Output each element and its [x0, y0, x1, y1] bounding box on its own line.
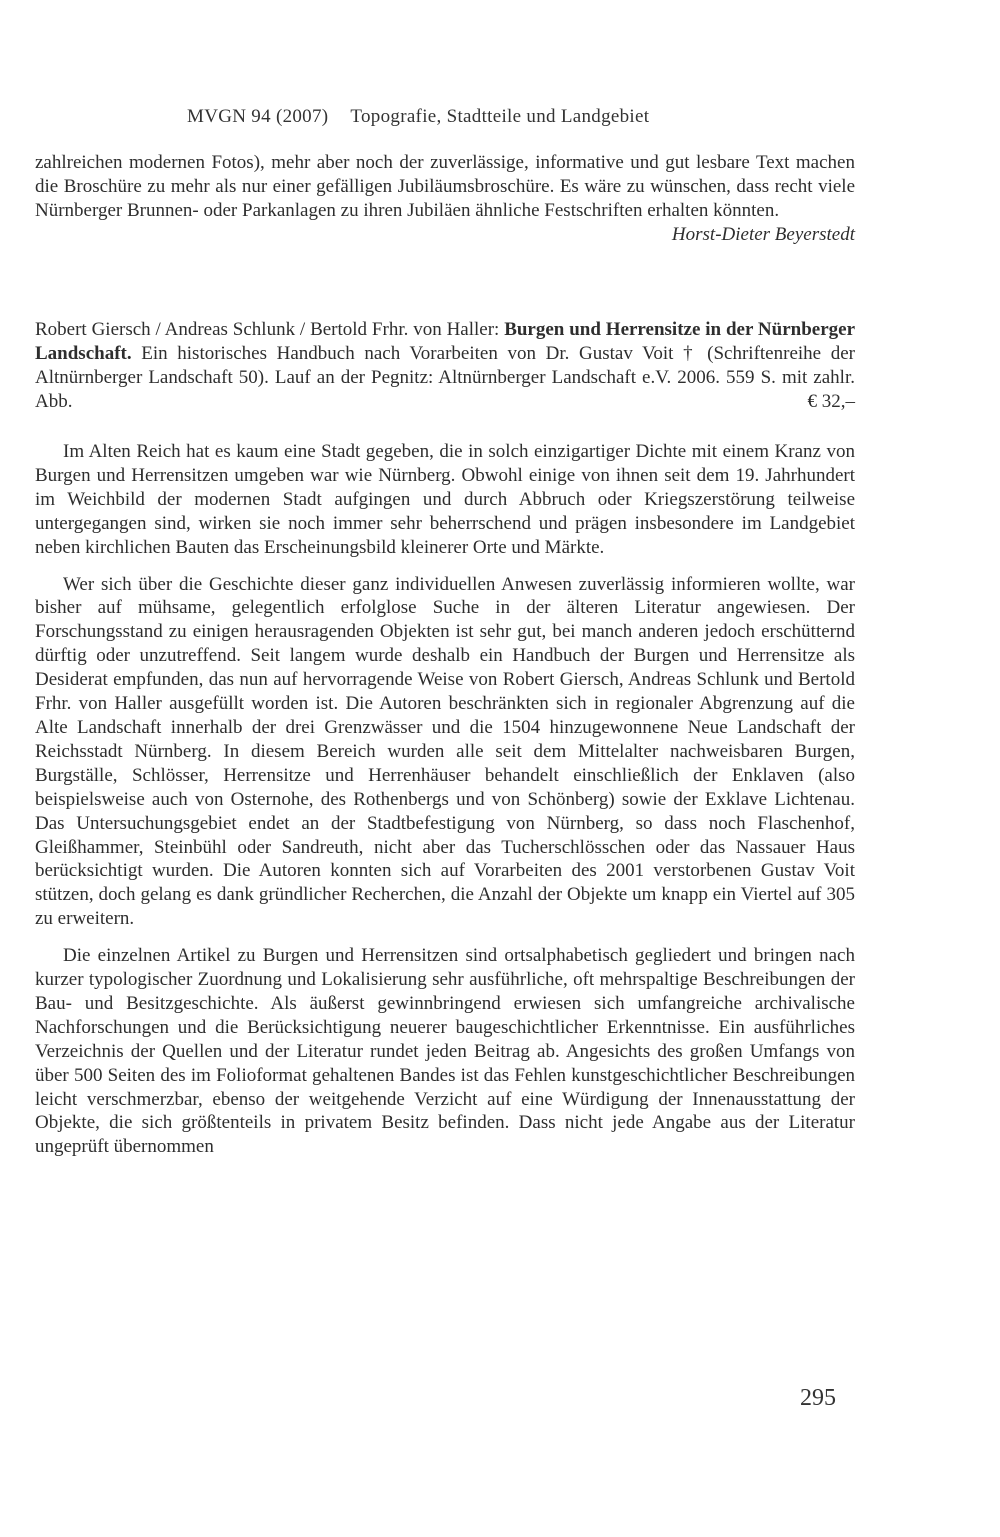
bibliographic-entry: [35, 318, 855, 414]
book-title: Burgen und Herrensitze in der Nürnberger Landschaft.: [35, 319, 855, 364]
body-paragraph-2: Wer sich über die Geschichte dieser ganz individuellen Anwesen zuverlässig informieren wollte, war bisher auf mühsame, gelegentlich erfolglose Suche in der älteren Literatur angewiesen. Der Forschungsstand zu einigen herausragenden Objekten ist sehr gut, bei manch anderen jedoch erschütternd dürftig oder unzutreffend. Seit langem wurde deshalb ein Handbuch der Burgen und Herrensitze als Desiderat empfunden, das nun auf hervorragende Weise von Robert Giersch, Andreas Schlunk und Bertold Frhr. von Haller ausgefüllt worden ist. Die Autoren beschränkten sich in regionaler Abgrenzung auf die Alte Landschaft innerhalb der drei Grenzwässer und die 1504 hinzugewonnene Neue Landschaft der Reichsstadt Nürnberg. In diesem Bereich wurden alle seit dem Mittelalter nachweisbaren Burgen, Burgställe, Schlösser, Herrensitze und Herrenhäuser behandelt einschließlich der Enklaven (also beispielsweise auch von Osternohe, des Rothenbergs und von Schönberg) sowie der Exklave Lichtenau. Das Untersuchungsgebiet endet an der Stadtbefestigung von Nürnberg, so dass noch Flaschenhof, Gleißhammer, Steinbühl oder Sandreuth, nicht aber das Tucherschlösschen oder das Nassauer Haus berücksichtigt wurden. Die Autoren konnten sich auf Vorarbeiten des 2001 verstorbenen Gustav Voit stützen, doch gelang es dank gründlicher Recherchen, die Anzahl der Objekte um knapp ein Viertel auf 305 zu erweitern.: [35, 573, 855, 930]
review-body: [35, 440, 855, 1159]
journal-reference: MVGN 94 (2007): [187, 106, 329, 127]
body-paragraph-1: Im Alten Reich hat es kaum eine Stadt gegeben, die in solch einzigartiger Dichte mit einem Kranz von Burgen und Herrensitzen umgeben war wie Nürnberg. Obwohl einige von ihnen seit dem 19. Jahrhundert im Weichbild der modernen Stadt aufgingen und durch Abbruch oder Kriegszerstörung teilweise untergegangen sind, wirken sie noch immer sehr beherrschend und prägen insbesondere im Landgebiet neben kirchlichen Bauten das Erscheinungsbild kleinerer Orte und Märkte.: [35, 441, 855, 558]
book-details: Ein historisches Handbuch nach Vorarbeiten von Dr. Gustav Voit † (Schriftenreihe der Altnürnberger Landschaft 50). Lauf an der Pegnitz: Altnürnberger Landschaft e.V. 2006. 559 S. mit zahlr. Abb.: [35, 342, 855, 412]
previous-review-ending: [35, 151, 855, 247]
section-title: Topografie, Stadtteile und Landgebiet: [350, 106, 650, 127]
book-price: € 32,–: [807, 390, 855, 412]
running-header: [187, 106, 787, 128]
previous-review-text: zahlreichen modernen Fotos), mehr aber noch der zuverlässige, informative und gut lesbare Text machen die Broschüre zu mehr als nur einer gefälligen Jubiläumsbroschüre. Es wäre zu wünschen, dass recht viele Nürnberger Brunnen- oder Parkanlagen zu ihren Jubiläen ähnliche Festschriften erhalten könnten. Horst-Dieter Beyerstedt: [35, 152, 855, 245]
bibliographic-entry-text: [35, 318, 855, 414]
body-paragraph-3: Die einzelnen Artikel zu Burgen und Herrensitzen sind ortsalphabetisch gegliedert und bringen nach kurzer typologischer Zuordnung und Lokalisierung sehr ausführliche, oft mehrspaltige Beschreibungen der Bau- und Besitzgeschichte. Als äußerst gewinnbringend erwiesen sich umfangreiche archivalische Nachforschungen und die Berücksichtigung neuerer baugeschichtlicher Erkenntnisse. Ein ausführliches Verzeichnis der Quellen und der Literatur rundet jeden Beitrag ab. Angesichts des großen Umfangs von über 500 Seiten des im Folioformat gehaltenen Bandes ist das Fehlen kunstgeschichtlicher Beschreibungen leicht verschmerzbar, ebenso der weitgehende Verzicht auf eine Würdigung der Innenausstattung der Objekte, die sich größtenteils in privatem Besitz befinden. Dass nicht jede Angabe aus der Literatur ungeprüft übernommen: [35, 945, 855, 1158]
book-authors: Robert Giersch / Andreas Schlunk / Bertold Frhr. von Haller:: [35, 319, 505, 340]
reviewer-signature: Horst-Dieter Beyerstedt: [671, 223, 855, 245]
page-number: 295: [800, 1385, 836, 1411]
